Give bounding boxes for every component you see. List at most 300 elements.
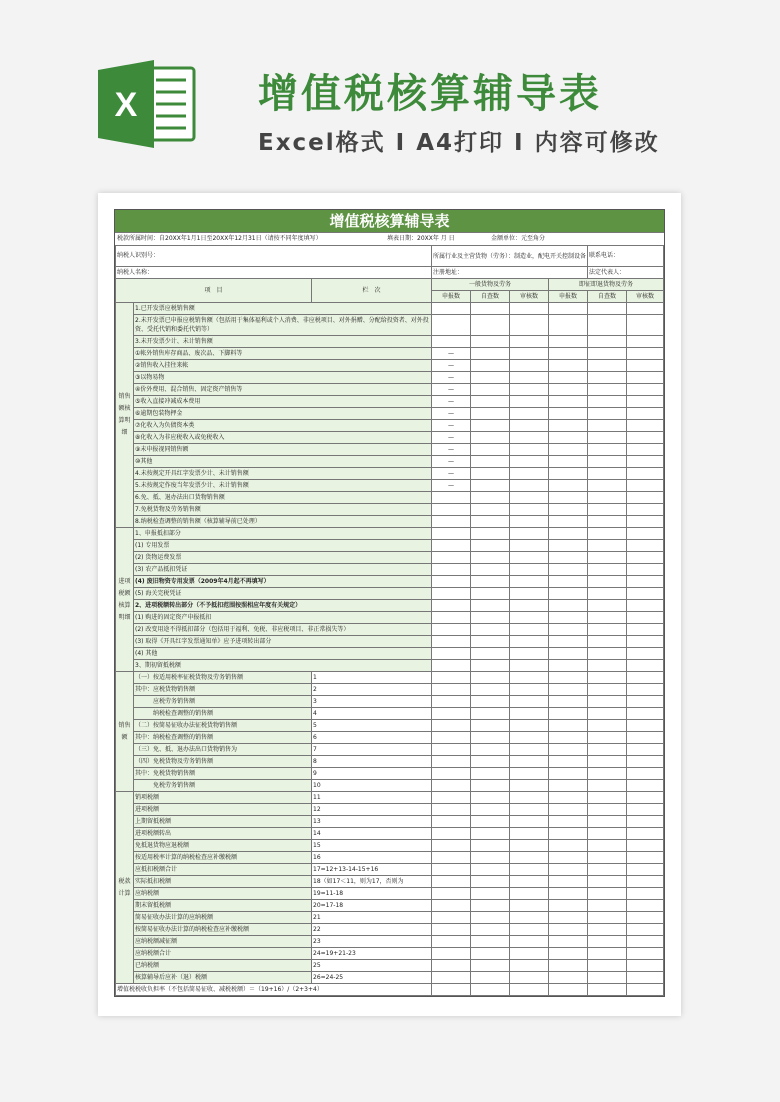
value-cell[interactable] xyxy=(432,756,471,768)
value-cell[interactable] xyxy=(471,540,510,552)
value-cell[interactable] xyxy=(471,492,510,504)
value-cell[interactable] xyxy=(549,852,588,864)
value-cell[interactable] xyxy=(510,828,549,840)
value-cell[interactable] xyxy=(549,468,588,480)
value-cell[interactable] xyxy=(471,792,510,804)
value-cell[interactable] xyxy=(549,504,588,516)
value-cell[interactable] xyxy=(627,648,664,660)
value-cell[interactable] xyxy=(588,444,627,456)
value-cell[interactable] xyxy=(471,396,510,408)
value-cell[interactable] xyxy=(471,840,510,852)
value-cell[interactable] xyxy=(627,624,664,636)
value-cell[interactable] xyxy=(471,480,510,492)
value-cell[interactable] xyxy=(471,744,510,756)
value-cell[interactable] xyxy=(588,552,627,564)
value-cell[interactable] xyxy=(588,804,627,816)
value-cell[interactable] xyxy=(432,336,471,348)
value-cell[interactable] xyxy=(471,936,510,948)
value-cell[interactable] xyxy=(471,876,510,888)
value-cell[interactable] xyxy=(549,768,588,780)
value-cell[interactable] xyxy=(627,840,664,852)
value-cell[interactable] xyxy=(549,408,588,420)
value-cell[interactable] xyxy=(627,528,664,540)
value-cell[interactable] xyxy=(627,636,664,648)
value-cell[interactable] xyxy=(510,684,549,696)
value-cell[interactable] xyxy=(588,900,627,912)
value-cell[interactable] xyxy=(471,828,510,840)
value-cell[interactable] xyxy=(588,912,627,924)
value-cell[interactable] xyxy=(588,528,627,540)
value-cell[interactable] xyxy=(588,348,627,360)
value-cell[interactable] xyxy=(627,600,664,612)
value-cell[interactable] xyxy=(432,864,471,876)
value-cell[interactable] xyxy=(588,720,627,732)
value-cell[interactable] xyxy=(432,492,471,504)
value-cell[interactable] xyxy=(549,624,588,636)
value-cell[interactable] xyxy=(549,672,588,684)
value-cell[interactable] xyxy=(432,852,471,864)
value-cell[interactable] xyxy=(627,360,664,372)
value-cell[interactable] xyxy=(588,540,627,552)
value-cell[interactable] xyxy=(549,516,588,528)
value-cell[interactable] xyxy=(471,780,510,792)
address-field[interactable]: 注册地址： xyxy=(432,267,588,279)
value-cell[interactable] xyxy=(510,936,549,948)
value-cell[interactable] xyxy=(549,888,588,900)
value-cell[interactable] xyxy=(588,696,627,708)
value-cell[interactable] xyxy=(471,624,510,636)
value-cell[interactable] xyxy=(432,732,471,744)
value-cell[interactable] xyxy=(627,876,664,888)
value-cell[interactable] xyxy=(627,708,664,720)
value-cell[interactable] xyxy=(510,924,549,936)
value-cell[interactable] xyxy=(432,828,471,840)
value-cell[interactable] xyxy=(549,315,588,336)
value-cell[interactable] xyxy=(588,756,627,768)
value-cell[interactable] xyxy=(588,852,627,864)
value-cell[interactable] xyxy=(549,792,588,804)
value-cell[interactable] xyxy=(471,720,510,732)
value-cell[interactable] xyxy=(471,636,510,648)
value-cell[interactable] xyxy=(549,492,588,504)
value-cell[interactable] xyxy=(471,384,510,396)
value-cell[interactable] xyxy=(588,432,627,444)
value-cell[interactable] xyxy=(471,696,510,708)
value-cell[interactable] xyxy=(432,708,471,720)
value-cell[interactable] xyxy=(471,708,510,720)
value-cell[interactable] xyxy=(510,672,549,684)
value-cell[interactable] xyxy=(471,552,510,564)
value-cell[interactable] xyxy=(510,660,549,672)
value-cell[interactable] xyxy=(471,588,510,600)
value-cell[interactable] xyxy=(588,336,627,348)
industry-field[interactable]: 所属行业及主营货物（劳务）：制造业，配电开关控制设备 xyxy=(432,246,588,267)
value-cell[interactable] xyxy=(627,792,664,804)
value-cell[interactable] xyxy=(432,720,471,732)
value-cell[interactable] xyxy=(471,303,510,315)
value-cell[interactable] xyxy=(549,864,588,876)
value-cell[interactable] xyxy=(432,540,471,552)
value-cell[interactable] xyxy=(549,600,588,612)
value-cell[interactable] xyxy=(549,696,588,708)
value-cell[interactable] xyxy=(510,315,549,336)
value-cell[interactable] xyxy=(588,576,627,588)
taxpayer-id-field[interactable]: 纳税人识别号： xyxy=(116,246,432,267)
value-cell[interactable] xyxy=(510,852,549,864)
value-cell[interactable] xyxy=(549,456,588,468)
value-cell[interactable] xyxy=(471,420,510,432)
value-cell[interactable] xyxy=(510,504,549,516)
value-cell[interactable] xyxy=(432,516,471,528)
value-cell[interactable] xyxy=(432,588,471,600)
value-cell[interactable] xyxy=(432,612,471,624)
value-cell[interactable] xyxy=(549,924,588,936)
value-cell[interactable] xyxy=(510,960,549,972)
value-cell[interactable] xyxy=(588,972,627,984)
value-cell[interactable] xyxy=(627,480,664,492)
value-cell[interactable] xyxy=(471,852,510,864)
value-cell[interactable] xyxy=(471,660,510,672)
value-cell[interactable] xyxy=(627,348,664,360)
value-cell[interactable] xyxy=(510,372,549,384)
value-cell[interactable] xyxy=(510,564,549,576)
value-cell[interactable] xyxy=(510,876,549,888)
value-cell[interactable] xyxy=(471,888,510,900)
value-cell[interactable] xyxy=(471,672,510,684)
value-cell[interactable] xyxy=(588,612,627,624)
value-cell[interactable] xyxy=(588,660,627,672)
value-cell[interactable] xyxy=(471,576,510,588)
value-cell[interactable] xyxy=(510,480,549,492)
value-cell[interactable] xyxy=(627,492,664,504)
value-cell[interactable] xyxy=(588,504,627,516)
value-cell[interactable] xyxy=(627,888,664,900)
value-cell[interactable] xyxy=(588,516,627,528)
value-cell[interactable] xyxy=(549,876,588,888)
value-cell[interactable] xyxy=(510,768,549,780)
value-cell[interactable] xyxy=(549,912,588,924)
value-cell[interactable] xyxy=(627,672,664,684)
value-cell[interactable] xyxy=(627,828,664,840)
value-cell[interactable] xyxy=(471,315,510,336)
value-cell[interactable] xyxy=(471,648,510,660)
value-cell[interactable] xyxy=(627,336,664,348)
value-cell[interactable] xyxy=(510,384,549,396)
value-cell[interactable] xyxy=(432,876,471,888)
value-cell[interactable] xyxy=(510,420,549,432)
value-cell[interactable] xyxy=(432,648,471,660)
value-cell[interactable] xyxy=(432,840,471,852)
value-cell[interactable] xyxy=(471,612,510,624)
value-cell[interactable] xyxy=(588,960,627,972)
value-cell[interactable] xyxy=(588,396,627,408)
value-cell[interactable] xyxy=(627,444,664,456)
value-cell[interactable] xyxy=(432,528,471,540)
value-cell[interactable] xyxy=(432,780,471,792)
value-cell[interactable] xyxy=(549,948,588,960)
value-cell[interactable] xyxy=(471,756,510,768)
value-cell[interactable] xyxy=(471,768,510,780)
value-cell[interactable] xyxy=(549,972,588,984)
value-cell[interactable] xyxy=(588,816,627,828)
value-cell[interactable] xyxy=(471,360,510,372)
value-cell[interactable] xyxy=(510,900,549,912)
value-cell[interactable] xyxy=(588,672,627,684)
value-cell[interactable] xyxy=(510,336,549,348)
value-cell[interactable] xyxy=(549,648,588,660)
value-cell[interactable] xyxy=(549,684,588,696)
value-cell[interactable] xyxy=(549,348,588,360)
value-cell[interactable] xyxy=(510,600,549,612)
value-cell[interactable] xyxy=(432,768,471,780)
value-cell[interactable] xyxy=(432,552,471,564)
value-cell[interactable] xyxy=(588,840,627,852)
value-cell[interactable] xyxy=(510,516,549,528)
value-cell[interactable] xyxy=(471,912,510,924)
value-cell[interactable] xyxy=(588,864,627,876)
value-cell[interactable] xyxy=(627,408,664,420)
value-cell[interactable] xyxy=(588,828,627,840)
value-cell[interactable] xyxy=(627,612,664,624)
value-cell[interactable] xyxy=(627,516,664,528)
value-cell[interactable] xyxy=(627,780,664,792)
value-cell[interactable] xyxy=(510,816,549,828)
value-cell[interactable] xyxy=(588,384,627,396)
value-cell[interactable] xyxy=(432,900,471,912)
value-cell[interactable] xyxy=(549,780,588,792)
value-cell[interactable] xyxy=(510,540,549,552)
value-cell[interactable] xyxy=(549,528,588,540)
value-cell[interactable] xyxy=(510,576,549,588)
value-cell[interactable] xyxy=(510,612,549,624)
value-cell[interactable] xyxy=(588,888,627,900)
value-cell[interactable] xyxy=(510,804,549,816)
value-cell[interactable] xyxy=(588,372,627,384)
value-cell[interactable] xyxy=(627,468,664,480)
value-cell[interactable] xyxy=(588,780,627,792)
value-cell[interactable] xyxy=(471,864,510,876)
value-cell[interactable] xyxy=(627,564,664,576)
value-cell[interactable] xyxy=(549,576,588,588)
value-cell[interactable] xyxy=(510,780,549,792)
value-cell[interactable] xyxy=(510,912,549,924)
value-cell[interactable] xyxy=(588,768,627,780)
value-cell[interactable] xyxy=(549,540,588,552)
value-cell[interactable] xyxy=(627,576,664,588)
value-cell[interactable] xyxy=(432,504,471,516)
value-cell[interactable] xyxy=(588,456,627,468)
value-cell[interactable] xyxy=(588,420,627,432)
value-cell[interactable] xyxy=(432,960,471,972)
value-cell[interactable] xyxy=(432,888,471,900)
value-cell[interactable] xyxy=(432,636,471,648)
value-cell[interactable] xyxy=(627,756,664,768)
value-cell[interactable] xyxy=(627,504,664,516)
value-cell[interactable] xyxy=(471,684,510,696)
value-cell[interactable] xyxy=(510,303,549,315)
value-cell[interactable] xyxy=(627,744,664,756)
value-cell[interactable] xyxy=(549,960,588,972)
value-cell[interactable] xyxy=(510,456,549,468)
value-cell[interactable] xyxy=(471,504,510,516)
value-cell[interactable] xyxy=(510,888,549,900)
value-cell[interactable] xyxy=(471,816,510,828)
value-cell[interactable] xyxy=(627,384,664,396)
value-cell[interactable] xyxy=(627,696,664,708)
value-cell[interactable] xyxy=(588,564,627,576)
value-cell[interactable] xyxy=(588,936,627,948)
value-cell[interactable] xyxy=(627,372,664,384)
value-cell[interactable] xyxy=(432,948,471,960)
value-cell[interactable] xyxy=(627,315,664,336)
value-cell[interactable] xyxy=(627,912,664,924)
value-cell[interactable] xyxy=(549,636,588,648)
value-cell[interactable] xyxy=(549,420,588,432)
value-cell[interactable] xyxy=(471,444,510,456)
value-cell[interactable] xyxy=(588,732,627,744)
value-cell[interactable] xyxy=(627,936,664,948)
value-cell[interactable] xyxy=(471,468,510,480)
value-cell[interactable] xyxy=(549,984,588,996)
value-cell[interactable] xyxy=(549,840,588,852)
value-cell[interactable] xyxy=(510,648,549,660)
value-cell[interactable] xyxy=(627,540,664,552)
value-cell[interactable] xyxy=(549,384,588,396)
value-cell[interactable] xyxy=(432,564,471,576)
value-cell[interactable] xyxy=(510,720,549,732)
value-cell[interactable] xyxy=(510,840,549,852)
value-cell[interactable] xyxy=(588,708,627,720)
value-cell[interactable] xyxy=(588,492,627,504)
value-cell[interactable] xyxy=(627,660,664,672)
value-cell[interactable] xyxy=(627,804,664,816)
value-cell[interactable] xyxy=(432,315,471,336)
value-cell[interactable] xyxy=(471,972,510,984)
value-cell[interactable] xyxy=(510,528,549,540)
value-cell[interactable] xyxy=(588,480,627,492)
value-cell[interactable] xyxy=(471,948,510,960)
value-cell[interactable] xyxy=(627,684,664,696)
value-cell[interactable] xyxy=(471,732,510,744)
value-cell[interactable] xyxy=(510,444,549,456)
value-cell[interactable] xyxy=(549,936,588,948)
value-cell[interactable] xyxy=(510,396,549,408)
value-cell[interactable] xyxy=(549,360,588,372)
value-cell[interactable] xyxy=(627,552,664,564)
value-cell[interactable] xyxy=(510,696,549,708)
value-cell[interactable] xyxy=(549,612,588,624)
value-cell[interactable] xyxy=(510,636,549,648)
value-cell[interactable] xyxy=(627,924,664,936)
value-cell[interactable] xyxy=(588,360,627,372)
value-cell[interactable] xyxy=(549,828,588,840)
value-cell[interactable] xyxy=(588,984,627,996)
value-cell[interactable] xyxy=(627,816,664,828)
value-cell[interactable] xyxy=(432,816,471,828)
value-cell[interactable] xyxy=(432,912,471,924)
value-cell[interactable] xyxy=(549,744,588,756)
value-cell[interactable] xyxy=(432,696,471,708)
value-cell[interactable] xyxy=(549,396,588,408)
value-cell[interactable] xyxy=(549,816,588,828)
value-cell[interactable] xyxy=(471,528,510,540)
value-cell[interactable] xyxy=(627,768,664,780)
value-cell[interactable] xyxy=(510,756,549,768)
value-cell[interactable] xyxy=(627,720,664,732)
value-cell[interactable] xyxy=(627,732,664,744)
value-cell[interactable] xyxy=(588,588,627,600)
value-cell[interactable] xyxy=(588,792,627,804)
value-cell[interactable] xyxy=(471,924,510,936)
value-cell[interactable] xyxy=(510,360,549,372)
value-cell[interactable] xyxy=(588,648,627,660)
value-cell[interactable] xyxy=(549,444,588,456)
value-cell[interactable] xyxy=(627,852,664,864)
value-cell[interactable] xyxy=(510,432,549,444)
value-cell[interactable] xyxy=(588,600,627,612)
value-cell[interactable] xyxy=(471,516,510,528)
value-cell[interactable] xyxy=(471,984,510,996)
value-cell[interactable] xyxy=(510,408,549,420)
value-cell[interactable] xyxy=(510,468,549,480)
value-cell[interactable] xyxy=(549,564,588,576)
value-cell[interactable] xyxy=(432,924,471,936)
value-cell[interactable] xyxy=(432,660,471,672)
value-cell[interactable] xyxy=(627,396,664,408)
value-cell[interactable] xyxy=(627,960,664,972)
value-cell[interactable] xyxy=(510,588,549,600)
value-cell[interactable] xyxy=(471,564,510,576)
value-cell[interactable] xyxy=(510,708,549,720)
value-cell[interactable] xyxy=(432,936,471,948)
value-cell[interactable] xyxy=(588,684,627,696)
value-cell[interactable] xyxy=(510,864,549,876)
value-cell[interactable] xyxy=(627,420,664,432)
value-cell[interactable] xyxy=(549,804,588,816)
value-cell[interactable] xyxy=(510,948,549,960)
value-cell[interactable] xyxy=(432,672,471,684)
value-cell[interactable] xyxy=(588,636,627,648)
value-cell[interactable] xyxy=(627,864,664,876)
value-cell[interactable] xyxy=(549,336,588,348)
value-cell[interactable] xyxy=(549,432,588,444)
value-cell[interactable] xyxy=(627,984,664,996)
value-cell[interactable] xyxy=(549,552,588,564)
value-cell[interactable] xyxy=(432,984,471,996)
value-cell[interactable] xyxy=(549,660,588,672)
value-cell[interactable] xyxy=(510,744,549,756)
value-cell[interactable] xyxy=(471,456,510,468)
value-cell[interactable] xyxy=(432,972,471,984)
value-cell[interactable] xyxy=(588,303,627,315)
value-cell[interactable] xyxy=(471,348,510,360)
value-cell[interactable] xyxy=(588,408,627,420)
value-cell[interactable] xyxy=(627,900,664,912)
value-cell[interactable] xyxy=(627,588,664,600)
value-cell[interactable] xyxy=(432,600,471,612)
value-cell[interactable] xyxy=(471,432,510,444)
value-cell[interactable] xyxy=(471,804,510,816)
value-cell[interactable] xyxy=(471,372,510,384)
value-cell[interactable] xyxy=(510,792,549,804)
value-cell[interactable] xyxy=(510,552,549,564)
value-cell[interactable] xyxy=(627,456,664,468)
value-cell[interactable] xyxy=(510,492,549,504)
value-cell[interactable] xyxy=(432,684,471,696)
value-cell[interactable] xyxy=(432,792,471,804)
value-cell[interactable] xyxy=(588,468,627,480)
value-cell[interactable] xyxy=(510,348,549,360)
